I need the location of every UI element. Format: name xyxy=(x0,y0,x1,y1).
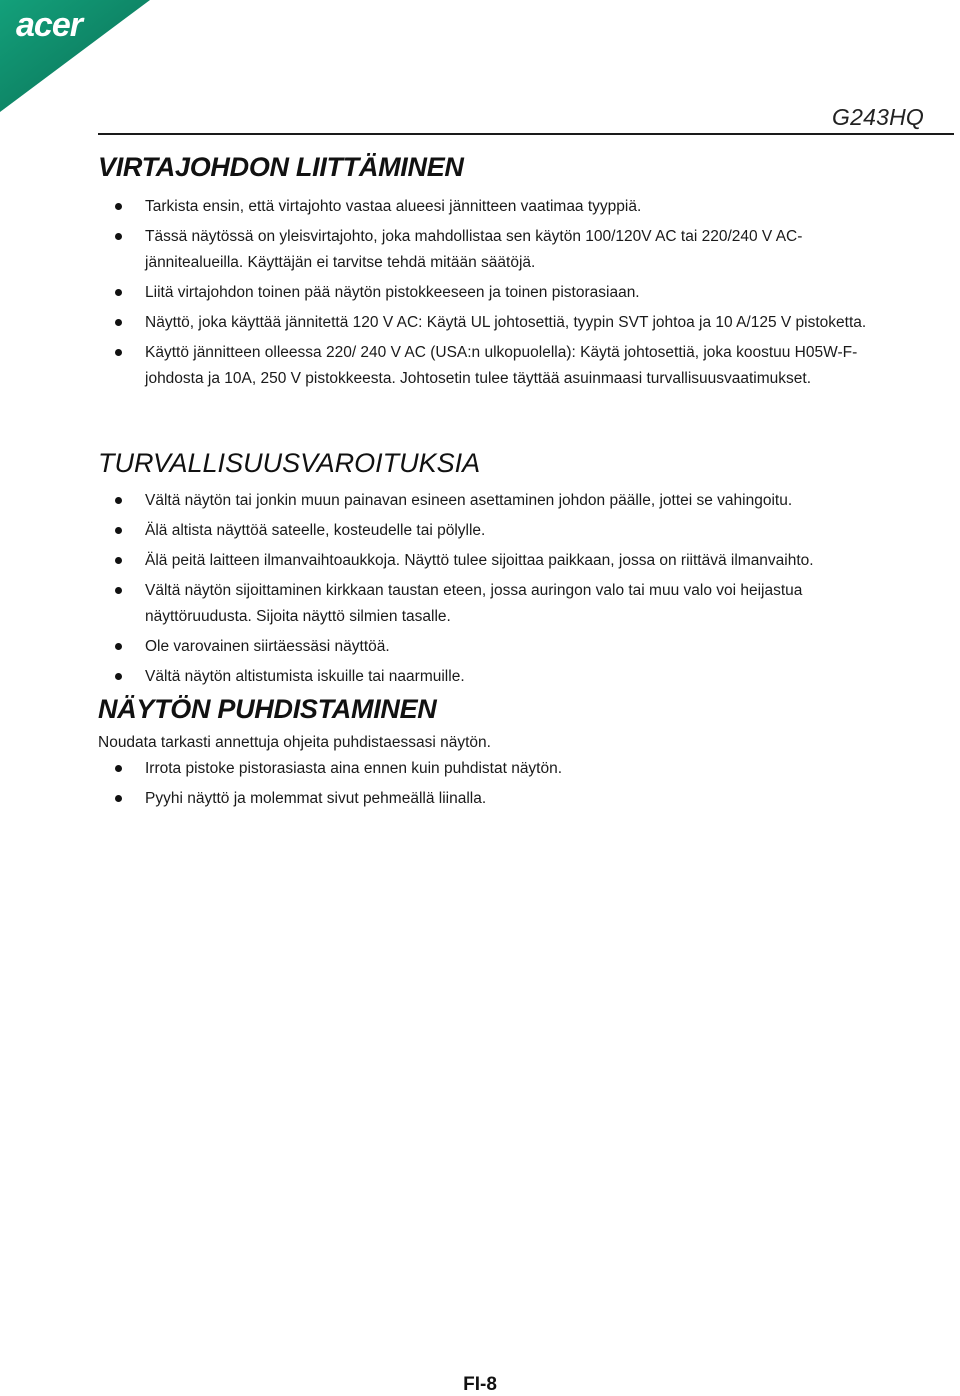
section-title-cleaning: NÄYTÖN PUHDISTAMINEN xyxy=(98,694,437,724)
bullet-icon xyxy=(115,349,122,356)
bullet-icon xyxy=(115,233,122,240)
bullet-icon xyxy=(115,527,122,534)
power-cord-list xyxy=(0,194,960,396)
bullet-icon xyxy=(115,557,122,564)
svg-text:acer: acer xyxy=(16,6,82,44)
acer-logo xyxy=(0,0,150,112)
list-item: Vältä näytön tai jonkin muun painavan esineen asettaminen johdon päälle, jottei se vahingoitu. xyxy=(0,488,960,514)
bullet-icon xyxy=(115,497,122,504)
list-item: Tässä näytössä on yleisvirtajohto, joka mahdollistaa sen käytön 100/120V AC tai 220/240 V AC-jännitealueilla. Käyttäjän ei tarvitse tehdä mitään säätöjä. xyxy=(0,224,960,276)
bullet-icon xyxy=(115,319,122,326)
section-title-safety: TURVALLISUUSVAROITUKSIA xyxy=(98,448,481,478)
list-item: Näyttö, joka käyttää jännitettä 120 V AC: Käytä UL johtosettiä, tyypin SVT johtoa ja 10 A/125 V pistoketta. xyxy=(0,310,960,336)
bullet-icon xyxy=(115,289,122,296)
list-item: Vältä näytön altistumista iskuille tai naarmuille. xyxy=(0,664,960,690)
safety-list xyxy=(0,488,960,694)
bullet-icon xyxy=(115,643,122,650)
list-item: Ole varovainen siirtäessäsi näyttöä. xyxy=(0,634,960,660)
list-item: Vältä näytön sijoittaminen kirkkaan taustan eteen, jossa auringon valo tai muu valo voi heijastua näyttöruudusta. Sijoita näyttö silmien tasalle. xyxy=(0,578,960,630)
bullet-icon xyxy=(115,203,122,210)
list-item: Älä peitä laitteen ilmanvaihtoaukkoja. Näyttö tulee sijoittaa paikkaan, jossa on riittävä ilmanvaihto. xyxy=(0,548,960,574)
bullet-icon xyxy=(115,587,122,594)
list-item: Käyttö jännitteen olleessa 220/ 240 V AC (USA:n ulkopuolella): Käytä johtosettiä, joka koostuu H05W-F-johdosta ja 10A, 250 V pistokkeesta. Johtosetin tulee täyttää asuinmaasi turvallisuusvaatimukset. xyxy=(0,340,960,392)
list-item: Tarkista ensin, että virtajohto vastaa alueesi jännitteen vaatimaa tyyppiä. xyxy=(0,194,960,220)
bullet-icon xyxy=(115,673,122,680)
model-number: G243HQ xyxy=(832,104,924,130)
page-number: FI-8 xyxy=(463,1374,497,1395)
list-item: Irrota pistoke pistorasiasta aina ennen kuin puhdistat näytön. xyxy=(0,756,960,782)
cleaning-list xyxy=(0,756,960,816)
list-item: Älä altista näyttöä sateelle, kosteudelle tai pölylle. xyxy=(0,518,960,544)
list-item: Liitä virtajohdon toinen pää näytön pistokkeeseen ja toinen pistorasiaan. xyxy=(0,280,960,306)
bullet-icon xyxy=(115,765,122,772)
list-item: Pyyhi näyttö ja molemmat sivut pehmeällä liinalla. xyxy=(0,786,960,812)
section-title-power-cord: VIRTAJOHDON LIITTÄMINEN xyxy=(98,152,464,182)
cleaning-intro: Noudata tarkasti annettuja ohjeita puhdistaessasi näytön. xyxy=(98,734,491,751)
header-divider xyxy=(98,133,954,135)
bullet-icon xyxy=(115,795,122,802)
